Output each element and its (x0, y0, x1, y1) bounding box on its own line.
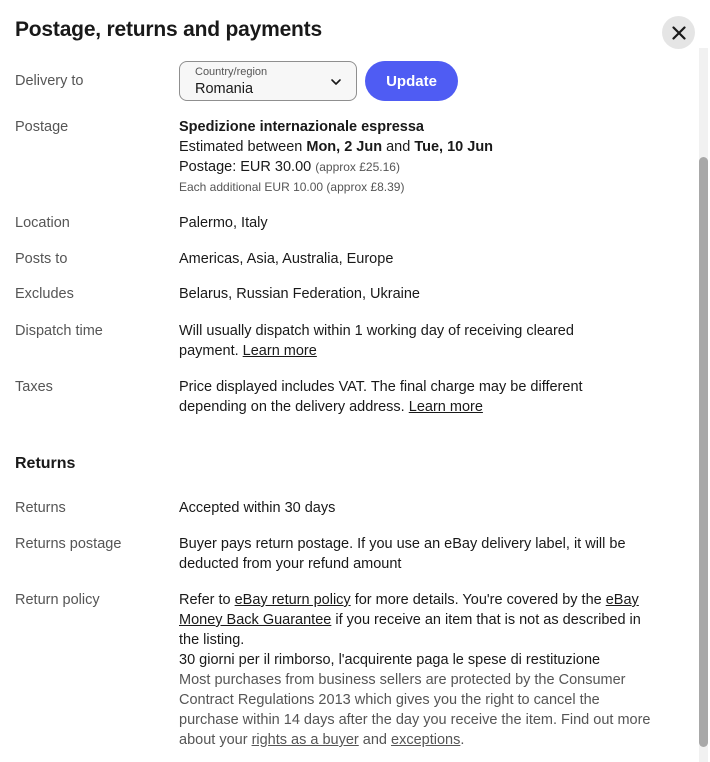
returns-postage-label: Returns postage (15, 536, 122, 552)
dialog-title: Postage, returns and payments (15, 18, 322, 41)
rights-as-buyer-link[interactable]: rights as a buyer (251, 732, 359, 748)
money-back-guarantee-link[interactable]: eBay Money Back Guarantee (179, 592, 639, 628)
country-region-select[interactable] (179, 61, 357, 101)
close-button[interactable] (662, 16, 695, 49)
chevron-down-icon (330, 76, 342, 88)
italian-return-note: 30 giorni per il rimborso, l'acquirente paga le spese di restituzione (179, 652, 601, 668)
returns-value: Accepted within 30 days (179, 500, 336, 516)
taxes-learn-more-link[interactable]: Learn more (408, 399, 483, 415)
postage-value (179, 117, 669, 197)
date-end: Tue, 10 Jun (414, 139, 494, 155)
delivery-label: Delivery to (15, 73, 84, 89)
dispatch-learn-more-link[interactable]: Learn more (242, 343, 317, 359)
taxes-value: Price displayed includes VAT. The final charge may be different depending on the delivery address. Learn more (179, 379, 583, 415)
return-policy-refer: Refer to eBay return policy for more details. You're covered by the eBay Money Back Guarantee if you receive an item that is not as described in the listing. (179, 592, 641, 648)
scrollbar-thumb[interactable] (699, 157, 708, 747)
exceptions-link[interactable]: exceptions (391, 732, 461, 748)
posts-to-value: Americas, Asia, Australia, Europe (179, 251, 394, 267)
dispatch-value: Will usually dispatch within 1 working day of receiving cleared payment. Learn more (179, 323, 574, 359)
postage-price: Postage: EUR 30.00 (approx £25.16) (179, 159, 400, 175)
postage-approx: (approx £25.16) (315, 160, 400, 174)
excludes-label: Excludes (15, 286, 74, 302)
consumer-contract-text: Most purchases from business sellers are protected by the Consumer Contract Regulations 2013 which gives you the right to cancel the purchase within 14 days after the day you receive the item. Find out more about your rights as a buyer and exceptions. (179, 672, 651, 748)
location-value: Palermo, Italy (179, 215, 268, 231)
taxes-label: Taxes (15, 379, 53, 395)
close-icon (672, 26, 686, 40)
dispatch-label: Dispatch time (15, 323, 103, 339)
postage-service: Spedizione internazionale espressa (179, 119, 424, 135)
estimated-delivery: Estimated between Mon, 2 Jun and Tue, 10 Jun (179, 139, 494, 155)
excludes-value: Belarus, Russian Federation, Ukraine (179, 286, 420, 302)
date-start: Mon, 2 Jun (306, 139, 383, 155)
return-policy-label: Return policy (15, 592, 100, 608)
country-select-label: Country/region (195, 66, 268, 78)
posts-to-label: Posts to (15, 251, 68, 267)
postage-label: Postage (15, 119, 69, 135)
country-select-value: Romania (195, 81, 254, 97)
update-button[interactable]: Update (365, 61, 458, 101)
postage-additional: Each additional EUR 10.00 (approx £8.39) (179, 180, 405, 194)
location-label: Location (15, 215, 70, 231)
return-policy-value (179, 590, 663, 750)
returns-postage-value: Buyer pays return postage. If you use an eBay delivery label, it will be deducted from your refund amount (179, 536, 626, 572)
returns-label: Returns (15, 500, 66, 516)
ebay-return-policy-link[interactable]: eBay return policy (234, 592, 351, 608)
returns-section-title: Returns (15, 455, 76, 472)
